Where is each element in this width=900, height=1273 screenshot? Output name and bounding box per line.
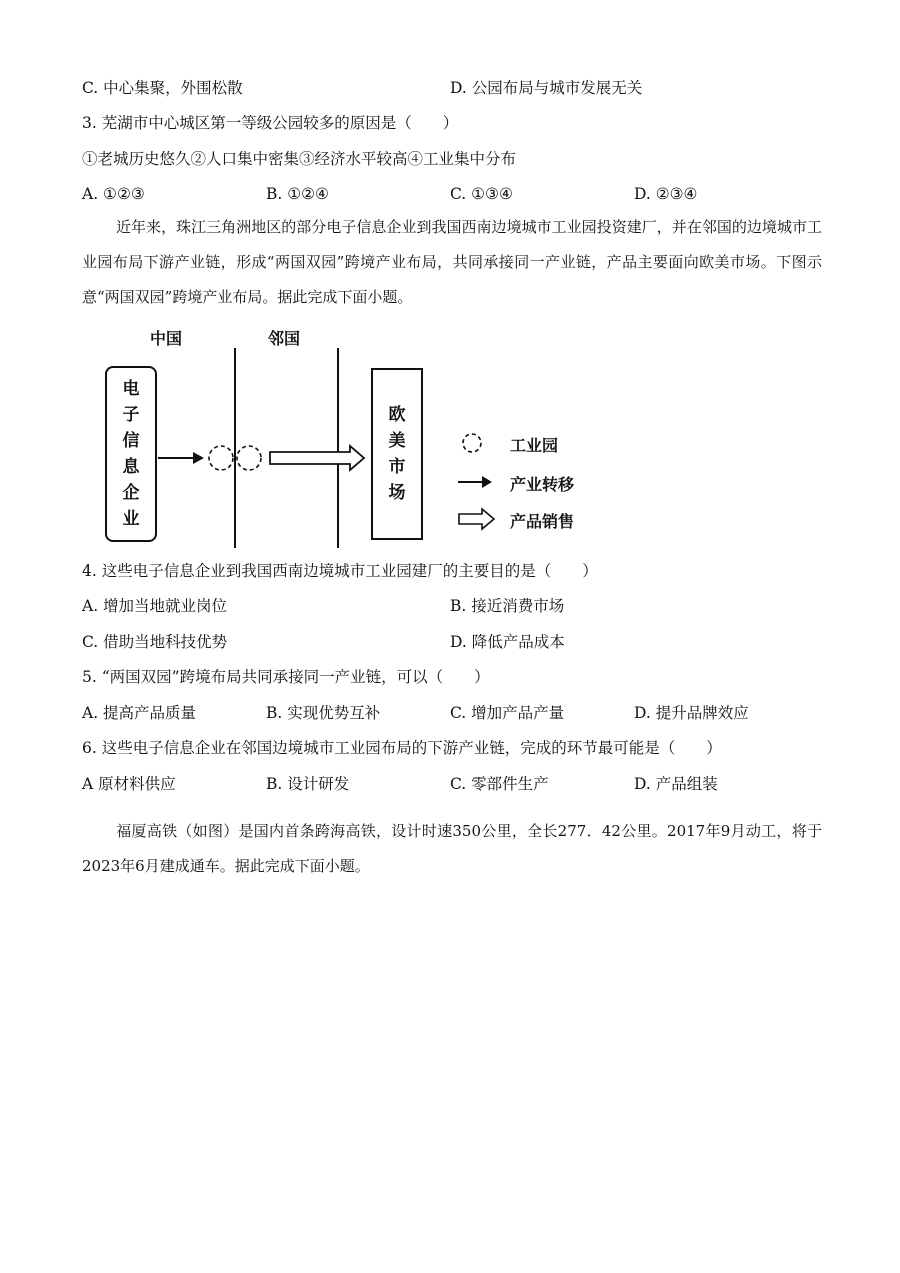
legend-transfer-icon [458,476,492,488]
sales-arrow-icon [270,446,364,470]
transfer-arrow-icon [158,452,204,464]
q6-option-b: B. 设计研发 [266,775,350,793]
q6-option-a: A 原材料供应 [82,775,176,793]
q5-stem: 5. “两国双园”跨境布局共同承接同一产业链，可以（ ） [82,668,490,686]
q5-option-a: A. 提高产品质量 [82,704,197,722]
enterprise-char: 子 [122,405,140,425]
enterprise-char: 息 [122,457,140,477]
q4-option-c: C. 借助当地科技优势 [82,633,228,651]
market-char: 市 [388,457,406,477]
q3-option-b: B. ①②④ [266,185,329,203]
diagram-shapes [0,0,900,600]
industrial-park-china-icon [209,446,233,470]
legend-transfer-label: 产业转移 [510,475,575,494]
enterprise-char: 电 [122,379,140,399]
q6-option-c: C. 零部件生产 [450,775,549,793]
q3-option-a: A. ①②③ [82,185,145,203]
q4-option-a: A. 增加当地就业岗位 [82,597,228,615]
q3-items: ①老城历史悠久②人口集中密集③经济水平较高④工业集中分布 [82,150,517,168]
passage-text: 福厦高铁（如图）是国内首条跨海高铁，设计时速350公里，全长277．42公里。2017年9月动工，将于2023年6月建成通车。据此完成下面小题。 [82,822,822,875]
passage-text: 近年来，珠江三角洲地区的部分电子信息企业到我国西南边境城市工业园投资建厂，并在邻国的边境城市工业园布局下游产业链，形成“两国双园”跨境产业布局，共同承接同一产业链，产品主要面向欧美市场。下图示意“两国双园”跨境产业布局。据此完成下面小题。 [82,218,822,306]
q3-option-c: C. ①③④ [450,185,513,203]
q3-option-d: D. ②③④ [634,185,698,203]
enterprise-char: 业 [122,509,140,529]
market-char: 场 [388,483,406,503]
q4-stem: 4. 这些电子信息企业到我国西南边境城市工业园建厂的主要目的是（ ） [82,562,598,580]
passage-fuxia-railway [82,814,822,884]
q6-stem: 6. 这些电子信息企业在邻国边境城市工业园布局的下游产业链，完成的环节最可能是（ ） [82,739,722,757]
legend-park-label: 工业园 [510,436,559,455]
q5-option-d: D. 提升品牌效应 [634,704,749,722]
enterprise-char: 信 [122,431,140,451]
legend-park-icon [463,434,481,452]
q5-option-c: C. 增加产品产量 [450,704,565,722]
legend-sales-label: 产品销售 [510,512,575,531]
market-char: 欧 [388,405,406,425]
legend-sales-icon [459,509,494,529]
country-label-china: 中国 [150,329,183,348]
country-label-neighbor: 邻国 [268,329,301,348]
q3-stem: 3. 芜湖市中心城区第一等级公园较多的原因是（ ） [82,114,459,132]
enterprise-char: 企 [122,483,140,503]
market-char: 美 [388,431,406,451]
q4-option-d: D. 降低产品成本 [450,633,565,651]
industrial-park-neighbor-icon [237,446,261,470]
q4-option-b: B. 接近消费市场 [450,597,565,615]
q5-option-b: B. 实现优势互补 [266,704,381,722]
q6-option-d: D. 产品组装 [634,775,718,793]
q2-option-d: D. 公园布局与城市发展无关 [450,79,643,97]
q2-option-c: C. 中心集聚，外围松散 [82,79,243,97]
